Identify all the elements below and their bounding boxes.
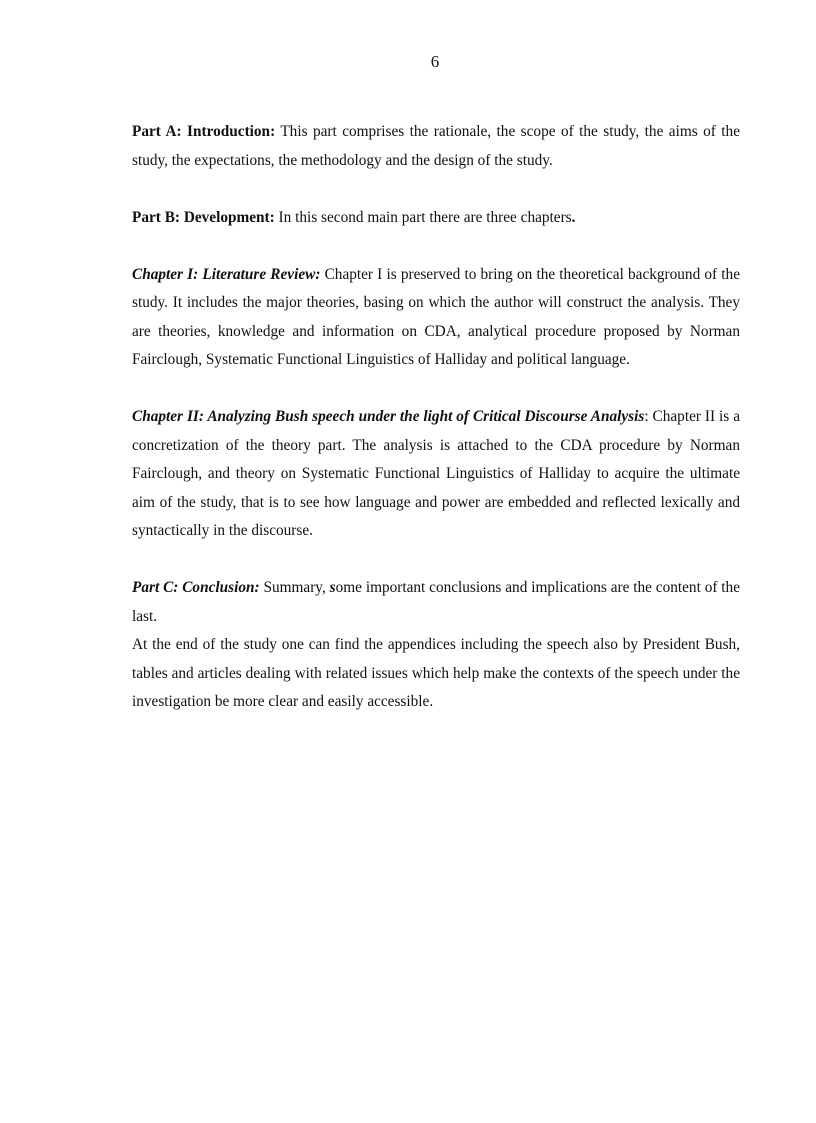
part-c-styled-letter: s bbox=[329, 579, 336, 596]
chapter-1-heading: Chapter I: Literature Review: bbox=[132, 265, 321, 283]
chapter-2-heading: Chapter II: Analyzing Bush speech under the light of Critical Discourse Analysis bbox=[132, 408, 645, 425]
part-c-text-before: Summary, bbox=[259, 579, 330, 596]
part-c-heading: Part C: Conclusion: bbox=[132, 579, 260, 596]
page-number: 6 bbox=[430, 52, 440, 71]
part-a-text: This part comprises the rationale, the scope of the study, the aims of the study, the expectations, the methodology and the design of the study. bbox=[132, 123, 740, 169]
chapter-1-paragraph bbox=[132, 261, 740, 375]
document-body bbox=[132, 118, 740, 717]
chapter-2-text: : Chapter II is a concretization of the theory part. The analysis is attached to the CDA procedure by Norman Fairclough, and theory on Systematic Functional Linguistics of Halliday to acquire the ultimate aim of the study, that is to see how language and power are embedded and reflected lexically and syntactically in the discourse. bbox=[132, 408, 740, 539]
part-a-heading: Part A: Introduction: bbox=[132, 123, 276, 140]
chapter-1-text: Chapter I is preserved to bring on the theoretical background of the study. It includes the major theories, basing on which the author will construct the analysis. They are theories, knowledge and information on CDA, analytical procedure proposed by Norman Fairclough, Systematic Functional Linguistics of Halliday and political language. bbox=[132, 265, 741, 368]
part-b-heading: Part B: Development: bbox=[132, 208, 275, 226]
part-a-paragraph bbox=[132, 118, 740, 175]
part-b-text: In this second main part there are three chapters bbox=[274, 208, 572, 226]
appendices-paragraph: At the end of the study one can find the appendices including the speech also by President Bush, tables and articles dealing with related issues which help make the contexts of the speech under the investigation be more clear and easily accessible. bbox=[132, 636, 740, 710]
chapter-2-paragraph bbox=[132, 403, 740, 546]
part-c-paragraph bbox=[132, 574, 740, 631]
part-b-paragraph bbox=[132, 204, 740, 233]
part-c-text-after: ome important conclusions and implications are the content of the last. bbox=[132, 579, 740, 625]
part-b-end-mark: . bbox=[571, 208, 576, 226]
